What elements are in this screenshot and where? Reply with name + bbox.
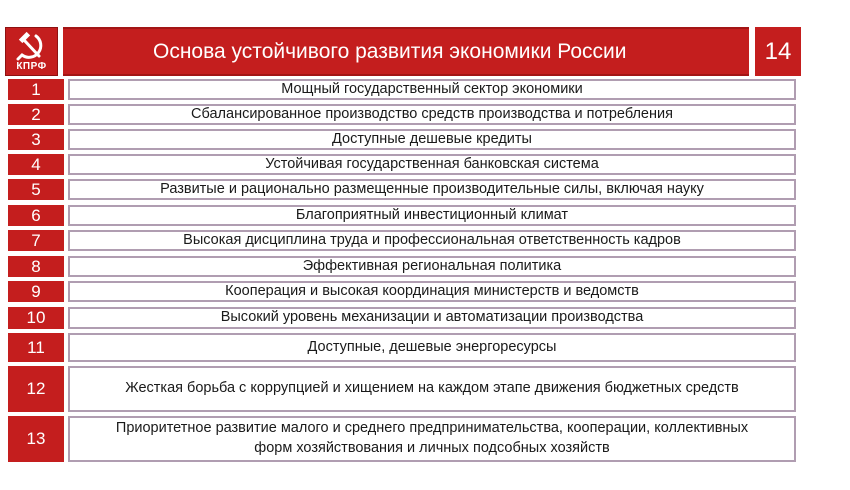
list-item <box>8 205 796 226</box>
item-text: Эффективная региональная политика <box>68 256 796 277</box>
item-number: 10 <box>8 307 64 329</box>
item-text: Кооперация и высокая координация министерств и ведомств <box>68 281 796 302</box>
list-item <box>8 104 796 125</box>
item-number: 8 <box>8 256 64 277</box>
slide-number: 14 <box>755 27 801 76</box>
hammer-sickle-icon <box>6 28 57 62</box>
item-text: Устойчивая государственная банковская система <box>68 154 796 175</box>
item-number: 9 <box>8 281 64 302</box>
list-item <box>8 179 796 200</box>
logo-text: КПРФ <box>16 61 47 72</box>
list-item <box>8 230 796 251</box>
kprf-logo <box>5 27 58 76</box>
item-text: Доступные, дешевые энергоресурсы <box>68 333 796 362</box>
item-text: Сбалансированное производство средств производства и потребления <box>68 104 796 125</box>
item-text: Приоритетное развитие малого и среднего предпринимательства, кооперации, коллективных форм хозяйствования и личных подсобных хозяйств <box>68 416 796 462</box>
item-number: 7 <box>8 230 64 251</box>
item-text: Доступные дешевые кредиты <box>68 129 796 150</box>
list-item <box>8 333 796 362</box>
list-item <box>8 281 796 302</box>
item-number: 2 <box>8 104 64 125</box>
list-item <box>8 256 796 277</box>
page-title: Основа устойчивого развития экономики России <box>63 27 749 76</box>
item-text: Развитые и рационально размещенные производительные силы, включая науку <box>68 179 796 200</box>
item-text: Высокий уровень механизации и автоматизации производства <box>68 307 796 329</box>
item-number: 11 <box>8 333 64 362</box>
item-number: 12 <box>8 366 64 412</box>
item-number: 13 <box>8 416 64 462</box>
list-item <box>8 79 796 100</box>
item-text: Жесткая борьба с коррупцией и хищением на каждом этапе движения бюджетных средств <box>68 366 796 412</box>
item-number: 4 <box>8 154 64 175</box>
list-item <box>8 307 796 329</box>
list-item <box>8 416 796 462</box>
item-text: Высокая дисциплина труда и профессиональная ответственность кадров <box>68 230 796 251</box>
item-number: 6 <box>8 205 64 226</box>
list-item <box>8 154 796 175</box>
list-item <box>8 366 796 412</box>
item-text: Мощный государственный сектор экономики <box>68 79 796 100</box>
item-number: 1 <box>8 79 64 100</box>
item-number: 5 <box>8 179 64 200</box>
list-item <box>8 129 796 150</box>
item-text: Благоприятный инвестиционный климат <box>68 205 796 226</box>
item-number: 3 <box>8 129 64 150</box>
